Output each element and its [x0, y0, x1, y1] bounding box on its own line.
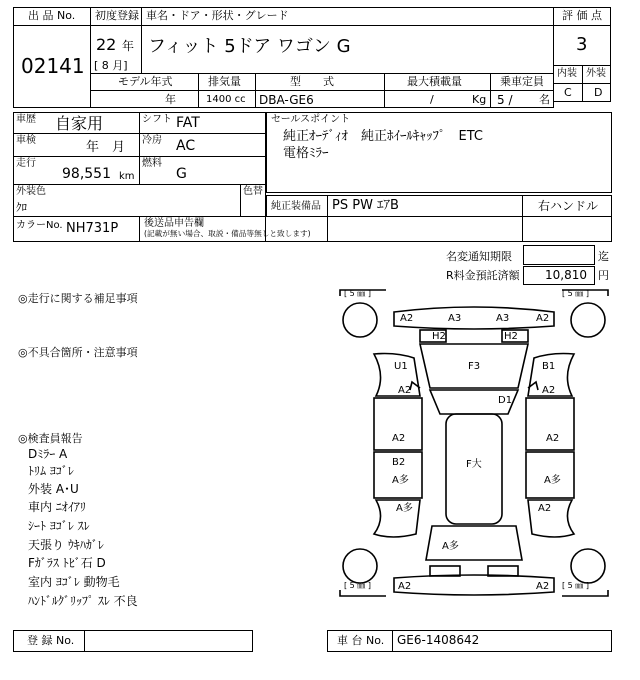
cooler-label: 冷房: [142, 135, 162, 146]
tire-label: [ 5 ㎜ ]: [562, 289, 589, 298]
wheel-front-left: [343, 303, 377, 337]
sales-line2: 電格ﾐﾗｰ: [283, 146, 329, 161]
capacity-value: 5 /: [497, 93, 513, 107]
color-change-label: 色替: [243, 186, 263, 197]
damage-mark: U1: [394, 361, 408, 372]
tire-label: [ 5 ㎜ ]: [562, 581, 589, 590]
wheel-rear-right: [571, 549, 605, 583]
capacity-unit: 名: [539, 93, 550, 106]
chassis-value: GE6-1408642: [397, 633, 480, 647]
damage-mark: A多: [544, 475, 561, 486]
first-reg-month: [ 8 月]: [94, 59, 128, 72]
inspector-line: 外装 A･U: [28, 482, 79, 496]
damage-mark: A2: [542, 385, 556, 396]
damage-mark: D1: [498, 395, 513, 406]
damage-mark: A2: [538, 503, 552, 514]
name-change-unit: 迄: [598, 250, 609, 263]
displacement-label: 排気量: [208, 75, 241, 88]
score-label: 評 価 点: [562, 9, 602, 22]
damage-mark: H2: [432, 331, 446, 342]
model-year-label: モデル年式: [118, 75, 173, 88]
exterior-label: 外装: [586, 68, 606, 79]
damage-mark: A2: [536, 581, 550, 592]
damage-mark: A2: [398, 385, 412, 396]
chassis-label: 車 台 No.: [337, 634, 385, 647]
damage-mark: A2: [536, 313, 550, 324]
type-label: 型 式: [290, 75, 334, 88]
damage-mark: A2: [546, 433, 560, 444]
recycle-unit: 円: [598, 269, 609, 282]
mileage-label: 走行: [16, 158, 36, 169]
wheel-front-right: [571, 303, 605, 337]
inspector-report-label: ◎検査員報告: [18, 432, 83, 445]
driving-notes-label: ◎走行に関する補足事項: [18, 292, 138, 305]
model-label: 車名・ドア・形状・グレード: [146, 9, 289, 22]
history-value: 自家用: [55, 114, 104, 133]
first-reg-year: 22: [96, 35, 117, 54]
front-bumper: [394, 307, 554, 329]
color-no-value: NH731P: [66, 221, 119, 236]
tire-label: [ 5 ㎜ ]: [344, 581, 371, 590]
mileage-unit: km: [119, 171, 135, 182]
sales-line1: 純正ｵｰﾃﾞｨｵ 純正ﾎｲｰﾙｷｬｯﾌﾟ ETC: [283, 129, 483, 144]
interior-grade: C: [564, 86, 572, 99]
max-load-value: /: [430, 93, 434, 106]
inspector-line: Dﾐﾗｰ A: [28, 447, 68, 461]
damage-mark: F3: [468, 361, 481, 372]
car-name: フィット 5ドア ワゴン G: [148, 36, 351, 57]
mileage-value: 98,551: [62, 166, 111, 182]
sales-point-label: セールスポイント: [271, 114, 351, 125]
ext-color-value: ｸﾛ: [16, 201, 27, 214]
inspector-line: 天張り ｳｷﾊｶﾞﾚ: [28, 538, 104, 552]
model-year-unit: 年: [165, 93, 176, 106]
tire-bracket: [562, 590, 608, 596]
inspector-line: 車内 ﾆｵｲｱﾘ: [28, 500, 86, 514]
post-report-note: (記載が無い場合、取説・備品等無しと致します): [144, 230, 311, 239]
fuel-label: 燃料: [142, 158, 162, 169]
rear-hatch: [426, 526, 522, 560]
damage-mark: A多: [392, 475, 409, 486]
car-damage-diagram: [336, 286, 612, 600]
front-fender-left: [374, 354, 420, 397]
steering-value: 右ハンドル: [538, 199, 599, 213]
ext-color-label: 外装色: [16, 186, 46, 197]
fuel-value: G: [176, 166, 187, 182]
damage-mark: A2: [400, 313, 414, 324]
history-label: 車歴: [16, 114, 36, 125]
displacement-value: 1400 cc: [206, 94, 246, 105]
inspector-line: 室内 ﾖｺﾞﾚ 動物毛: [28, 575, 120, 589]
inspector-line: ｼｰﾄ ﾖｺﾞﾚ ｽﾚ: [28, 519, 90, 533]
recycle-value: 10,810: [545, 268, 587, 282]
score-value: 3: [576, 34, 588, 55]
shift-value: FAT: [176, 115, 200, 131]
damage-mark: A2: [398, 581, 412, 592]
post-report-label: 後送品申告欄: [144, 218, 204, 229]
interior-label: 内装: [557, 68, 577, 79]
damage-mark: A2: [392, 433, 406, 444]
lot-number: 02141: [21, 54, 85, 78]
name-change-label: 名変通知期限: [446, 250, 512, 263]
exterior-grade: D: [594, 86, 603, 99]
year-unit: 年: [122, 39, 135, 53]
equipment-value: PS PW ｴｱB: [332, 198, 399, 213]
max-load-unit: Kg: [472, 93, 487, 106]
color-no-label: カラーNo.: [16, 220, 63, 231]
lot-label: 出 品 No.: [28, 9, 76, 22]
cooler-value: AC: [176, 138, 196, 154]
damage-mark: B2: [392, 457, 406, 468]
inspection-label: 車検: [16, 135, 36, 146]
tire-label: [ 5 ㎜ ]: [344, 289, 371, 298]
tire-bracket: [340, 590, 386, 596]
registration-label: 登 録 No.: [27, 634, 75, 647]
damage-mark: A3: [448, 313, 462, 324]
inspector-line: ﾊﾝﾄﾞﾙｸﾞﾘｯﾌﾟ ｽﾚ 不良: [28, 594, 138, 608]
first-reg-label: 初度登録: [95, 9, 139, 22]
inspector-line: ﾄﾘﾑ ﾖｺﾞﾚ: [28, 464, 74, 478]
inspector-line: Fｶﾞﾗｽ ﾄﾋﾞ石 D: [28, 556, 106, 570]
recycle-label: R料金預託済額: [446, 269, 520, 282]
capacity-label: 乗車定員: [500, 75, 544, 88]
name-change-field: [523, 245, 595, 265]
defect-notes-label: ◎不具合箇所・注意事項: [18, 346, 138, 359]
damage-mark: A多: [396, 503, 413, 514]
equipment-label: 純正装備品: [271, 201, 321, 212]
damage-mark: B1: [542, 361, 556, 372]
damage-mark: A多: [442, 541, 459, 552]
car-outline: [336, 286, 612, 600]
shift-label: シフト: [142, 114, 172, 125]
inspection-value: 年 月: [86, 140, 126, 155]
damage-mark: F大: [466, 459, 482, 470]
type-value: DBA-GE6: [259, 93, 314, 107]
rear-bumper: [394, 575, 554, 595]
max-load-label: 最大積載量: [407, 75, 462, 88]
damage-mark: A3: [496, 313, 510, 324]
damage-mark: H2: [504, 331, 518, 342]
wheel-rear-left: [343, 549, 377, 583]
